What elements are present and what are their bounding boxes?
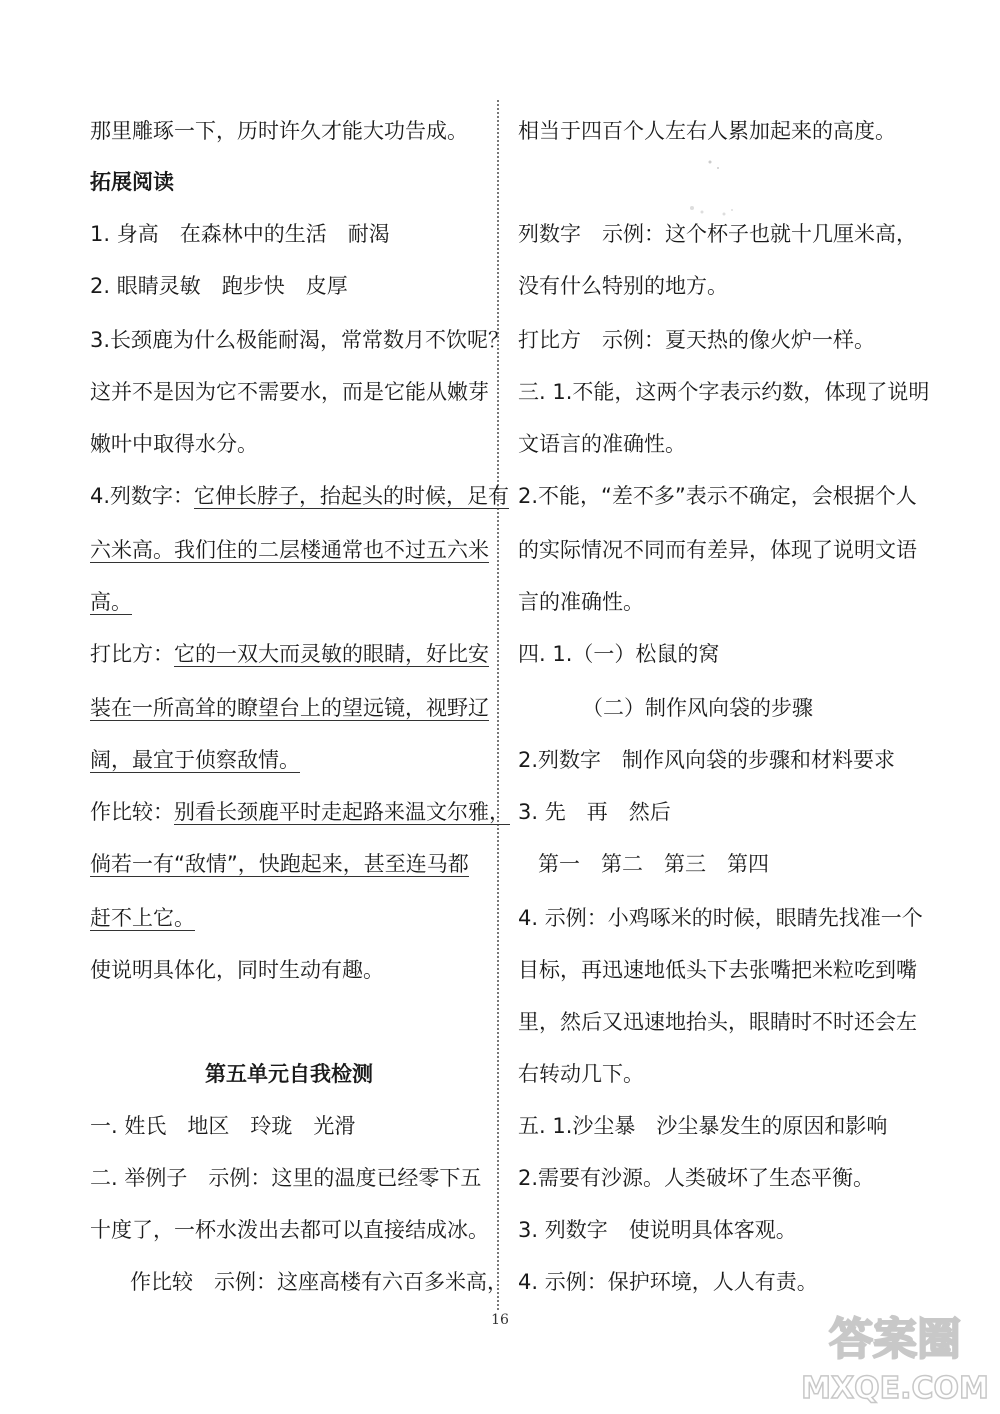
watermark-text-main: 答案圈 xyxy=(829,1314,961,1365)
watermark-text-url: MXQE.COM xyxy=(801,1371,989,1406)
right-line-22: 4. 示例：保护环境，人人有责。 xyxy=(518,1270,818,1294)
underlined-quote: 倘若一有“敌情”，快跑起来，甚至连马都 xyxy=(90,852,469,876)
underlined-quote: 赶不上它。 xyxy=(90,906,195,930)
watermark-logo xyxy=(800,1302,990,1406)
right-line-11: （二）制作风向袋的步骤 xyxy=(582,696,813,720)
right-line-12: 2.列数字 制作风向袋的步骤和材料要求 xyxy=(518,748,896,772)
left-line-14 xyxy=(90,798,510,826)
scan-smudge xyxy=(672,148,752,228)
right-line-20: 2.需要有沙源。人类破坏了生态平衡。 xyxy=(518,1166,875,1190)
left-line-9 xyxy=(90,536,489,564)
label-comparison: 作比较： xyxy=(90,800,174,824)
left-line-8 xyxy=(90,482,509,510)
page-number: 16 xyxy=(491,1312,509,1328)
left-line-5: 3.长颈鹿为什么极能耐渴，常常数月不饮呢？ xyxy=(90,328,510,352)
right-line-3: 没有什么特别的地方。 xyxy=(518,274,728,298)
left-line-4: 2. 眼睛灵敏 跑步快 皮厚 xyxy=(90,274,348,298)
left-line-3: 1. 身高 在森林中的生活 耐渴 xyxy=(90,222,390,246)
left-line-21: 作比较 示例：这座高楼有六百多米高， xyxy=(130,1270,508,1294)
left-line-17: 使说明具体化，同时生动有趣。 xyxy=(90,958,384,982)
left-line-6: 这并不是因为它不需要水，而是它能从嫩芽 xyxy=(90,380,489,404)
right-line-6: 文语言的准确性。 xyxy=(518,432,686,456)
left-line-16 xyxy=(90,904,195,932)
column-divider xyxy=(497,100,499,1310)
right-line-8: 的实际情况不同而有差异，体现了说明文语 xyxy=(518,538,917,562)
right-line-13: 3. 先 再 然后 xyxy=(518,800,671,824)
right-line-21: 3. 列数字 使说明具体客观。 xyxy=(518,1218,797,1242)
label-analogy: 打比方： xyxy=(90,642,174,666)
right-line-2: 列数字 示例：这个杯子也就十几厘米高， xyxy=(518,222,917,246)
left-line-15 xyxy=(90,850,469,878)
right-line-16: 目标，再迅速地低头下去张嘴把米粒吃到嘴 xyxy=(518,958,917,982)
right-line-19: 五. 1.沙尘暴 沙尘暴发生的原因和影响 xyxy=(518,1114,888,1138)
left-line-7: 嫩叶中取得水分。 xyxy=(90,432,258,456)
right-line-7: 2.不能，“差不多”表示不确定，会根据个人 xyxy=(518,484,917,508)
left-line-19: 二. 举例子 示例：这里的温度已经零下五 xyxy=(90,1166,482,1190)
right-line-17: 里，然后又迅速地抬头，眼睛时不时还会左 xyxy=(518,1010,917,1034)
right-line-15: 4. 示例：小鸡啄米的时候，眼睛先找准一个 xyxy=(518,906,923,930)
label-numbers: 4.列数字： xyxy=(90,484,195,508)
right-line-4: 打比方 示例：夏天热的像火炉一样。 xyxy=(518,328,875,352)
left-line-18: 一. 姓氏 地区 玲珑 光滑 xyxy=(90,1114,356,1138)
right-line-5: 三. 1.不能，这两个字表示约数，体现了说明 xyxy=(518,380,930,404)
left-line-20: 十度了，一杯水泼出去都可以直接结成冰。 xyxy=(90,1218,489,1242)
left-line-13 xyxy=(90,746,300,774)
underlined-quote: 它的一双大而灵敏的眼睛，好比安 xyxy=(174,642,489,666)
right-line-1: 相当于四百个人左右人累加起来的高度。 xyxy=(518,119,896,143)
underlined-quote: 高。 xyxy=(90,590,132,614)
right-line-9: 言的准确性。 xyxy=(518,590,644,614)
underlined-quote: 别看长颈鹿平时走起路来温文尔雅， xyxy=(174,800,510,824)
underlined-quote: 六米高。我们住的二层楼通常也不过五六米 xyxy=(90,538,489,562)
left-line-10 xyxy=(90,588,132,616)
underlined-quote: 它伸长脖子，抬起头的时候，足有 xyxy=(194,484,510,508)
left-line-11 xyxy=(90,640,489,668)
underlined-quote: 装在一所高耸的瞭望台上的望远镜，视野辽 xyxy=(90,696,489,720)
left-line-1: 那里雕琢一下，历时许久才能大功告成。 xyxy=(90,119,468,143)
underlined-quote: 阔，最宜于侦察敌情。 xyxy=(90,748,300,772)
section-heading-unit5: 第五单元自我检测 xyxy=(205,1062,373,1086)
right-line-18: 右转动几下。 xyxy=(518,1062,644,1086)
left-line-12 xyxy=(90,694,489,722)
right-line-14: 第一 第二 第三 第四 xyxy=(538,852,769,876)
section-heading-extended-reading: 拓展阅读 xyxy=(90,170,174,194)
right-line-10: 四. 1.（一）松鼠的窝 xyxy=(518,642,720,666)
